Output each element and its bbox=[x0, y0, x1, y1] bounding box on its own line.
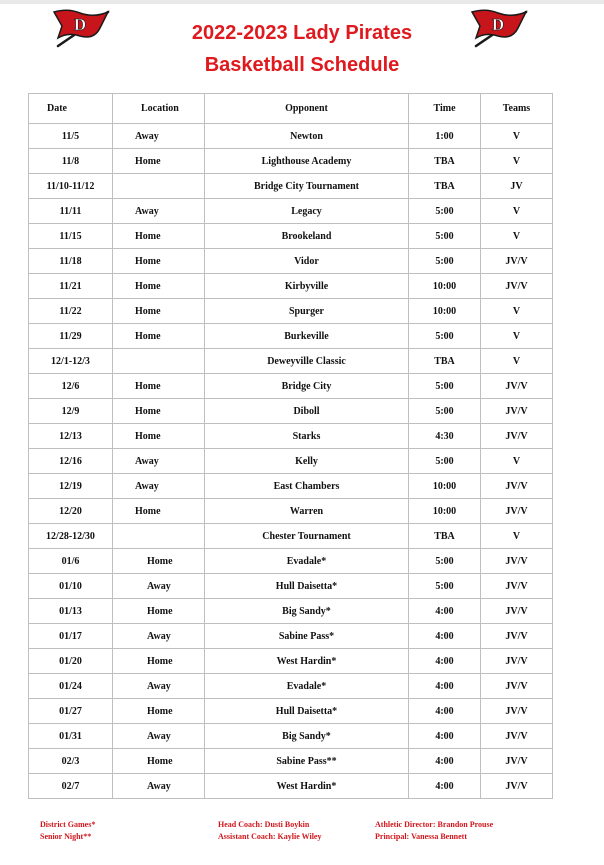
cell-location: Away bbox=[113, 574, 205, 599]
column-header-location: Location bbox=[113, 94, 205, 124]
cell-teams: JV/V bbox=[481, 249, 553, 274]
cell-opponent: Evadale* bbox=[205, 674, 409, 699]
cell-date: 11/18 bbox=[29, 249, 113, 274]
cell-teams: JV/V bbox=[481, 574, 553, 599]
cell-time: 10:00 bbox=[409, 474, 481, 499]
table-row bbox=[29, 624, 553, 649]
table-row bbox=[29, 199, 553, 224]
cell-date: 01/31 bbox=[29, 724, 113, 749]
cell-teams: V bbox=[481, 199, 553, 224]
table-row bbox=[29, 399, 553, 424]
cell-location: Home bbox=[113, 499, 205, 524]
cell-opponent: Big Sandy* bbox=[205, 724, 409, 749]
cell-location bbox=[113, 524, 205, 549]
cell-teams: JV/V bbox=[481, 274, 553, 299]
footer-athletic-director: Athletic Director: Brandon Prouse bbox=[375, 820, 494, 829]
cell-date: 02/3 bbox=[29, 749, 113, 774]
table-row bbox=[29, 674, 553, 699]
cell-date: 01/6 bbox=[29, 549, 113, 574]
table-row bbox=[29, 699, 553, 724]
cell-opponent: Legacy bbox=[205, 199, 409, 224]
table-row bbox=[29, 549, 553, 574]
cell-time: 4:00 bbox=[409, 624, 481, 649]
table-row bbox=[29, 249, 553, 274]
cell-opponent: Starks bbox=[205, 424, 409, 449]
cell-opponent: Kirbyville bbox=[205, 274, 409, 299]
logo-letter: D bbox=[73, 15, 87, 34]
cell-time: TBA bbox=[409, 524, 481, 549]
table-row bbox=[29, 774, 553, 799]
cell-date: 11/10-11/12 bbox=[29, 174, 113, 199]
table-row bbox=[29, 324, 553, 349]
cell-location bbox=[113, 349, 205, 374]
cell-opponent: Diboll bbox=[205, 399, 409, 424]
page-subtitle: Basketball Schedule bbox=[204, 54, 400, 76]
cell-time: 4:00 bbox=[409, 749, 481, 774]
cell-location: Home bbox=[113, 374, 205, 399]
cell-date: 01/17 bbox=[29, 624, 113, 649]
cell-time: 4:00 bbox=[409, 774, 481, 799]
cell-location: Away bbox=[113, 474, 205, 499]
table-row bbox=[29, 724, 553, 749]
cell-date: 02/7 bbox=[29, 774, 113, 799]
cell-opponent: West Hardin* bbox=[205, 649, 409, 674]
cell-time: 5:00 bbox=[409, 549, 481, 574]
cell-time: 4:00 bbox=[409, 599, 481, 624]
cell-opponent: Sabine Pass* bbox=[205, 624, 409, 649]
cell-opponent: Kelly bbox=[205, 449, 409, 474]
column-header-date: Date bbox=[29, 94, 113, 124]
cell-location: Home bbox=[113, 324, 205, 349]
cell-date: 01/10 bbox=[29, 574, 113, 599]
table-row bbox=[29, 574, 553, 599]
cell-date: 12/19 bbox=[29, 474, 113, 499]
cell-time: 5:00 bbox=[409, 574, 481, 599]
cell-date: 11/22 bbox=[29, 299, 113, 324]
cell-teams: JV/V bbox=[481, 699, 553, 724]
cell-time: 5:00 bbox=[409, 449, 481, 474]
cell-teams: V bbox=[481, 124, 553, 149]
cell-location: Home bbox=[113, 549, 205, 574]
footer-senior-night: Senior Night** bbox=[40, 832, 92, 841]
cell-teams: JV/V bbox=[481, 674, 553, 699]
cell-date: 12/28-12/30 bbox=[29, 524, 113, 549]
cell-date: 12/9 bbox=[29, 399, 113, 424]
cell-date: 11/11 bbox=[29, 199, 113, 224]
table-row bbox=[29, 174, 553, 199]
cell-teams: V bbox=[481, 299, 553, 324]
column-header-teams: Teams bbox=[481, 94, 553, 124]
cell-opponent: Spurger bbox=[205, 299, 409, 324]
cell-opponent: Vidor bbox=[205, 249, 409, 274]
cell-time: 4:30 bbox=[409, 424, 481, 449]
cell-date: 01/20 bbox=[29, 649, 113, 674]
table-row bbox=[29, 524, 553, 549]
cell-opponent: Hull Daisetta* bbox=[205, 699, 409, 724]
cell-date: 11/8 bbox=[29, 149, 113, 174]
cell-date: 12/6 bbox=[29, 374, 113, 399]
cell-date: 11/21 bbox=[29, 274, 113, 299]
cell-teams: JV/V bbox=[481, 724, 553, 749]
table-row bbox=[29, 749, 553, 774]
table-row bbox=[29, 124, 553, 149]
cell-time: 4:00 bbox=[409, 649, 481, 674]
cell-teams: JV/V bbox=[481, 649, 553, 674]
table-row bbox=[29, 274, 553, 299]
cell-time: 5:00 bbox=[409, 399, 481, 424]
cell-time: 5:00 bbox=[409, 374, 481, 399]
cell-opponent: Deweyville Classic bbox=[205, 349, 409, 374]
cell-date: 01/27 bbox=[29, 699, 113, 724]
cell-opponent: Lighthouse Academy bbox=[205, 149, 409, 174]
cell-opponent: Chester Tournament bbox=[205, 524, 409, 549]
cell-teams: JV/V bbox=[481, 599, 553, 624]
table-row bbox=[29, 299, 553, 324]
cell-time: 4:00 bbox=[409, 699, 481, 724]
cell-location: Away bbox=[113, 124, 205, 149]
cell-date: 01/24 bbox=[29, 674, 113, 699]
cell-teams: JV/V bbox=[481, 549, 553, 574]
table-row bbox=[29, 149, 553, 174]
cell-opponent: East Chambers bbox=[205, 474, 409, 499]
cell-location: Away bbox=[113, 449, 205, 474]
table-row bbox=[29, 474, 553, 499]
cell-date: 12/1-12/3 bbox=[29, 349, 113, 374]
cell-location: Home bbox=[113, 424, 205, 449]
cell-location bbox=[113, 174, 205, 199]
cell-teams: V bbox=[481, 449, 553, 474]
cell-time: 10:00 bbox=[409, 499, 481, 524]
footer-legend bbox=[40, 819, 95, 843]
cell-teams: JV/V bbox=[481, 474, 553, 499]
cell-location: Home bbox=[113, 249, 205, 274]
cell-opponent: West Hardin* bbox=[205, 774, 409, 799]
cell-teams: JV/V bbox=[481, 374, 553, 399]
cell-time: TBA bbox=[409, 174, 481, 199]
cell-teams: V bbox=[481, 524, 553, 549]
cell-location: Away bbox=[113, 199, 205, 224]
cell-teams: V bbox=[481, 349, 553, 374]
cell-opponent: Brookeland bbox=[205, 224, 409, 249]
footer-principal: Principal: Vanessa Bennett bbox=[375, 832, 468, 841]
cell-opponent: Hull Daisetta* bbox=[205, 574, 409, 599]
cell-location: Home bbox=[113, 699, 205, 724]
cell-location: Home bbox=[113, 399, 205, 424]
cell-location: Away bbox=[113, 774, 205, 799]
table-row bbox=[29, 649, 553, 674]
cell-teams: JV/V bbox=[481, 424, 553, 449]
cell-date: 11/5 bbox=[29, 124, 113, 149]
table-row bbox=[29, 224, 553, 249]
cell-opponent: Bridge City Tournament bbox=[205, 174, 409, 199]
cell-location: Home bbox=[113, 149, 205, 174]
cell-time: TBA bbox=[409, 349, 481, 374]
cell-teams: V bbox=[481, 324, 553, 349]
cell-location: Home bbox=[113, 224, 205, 249]
cell-date: 12/16 bbox=[29, 449, 113, 474]
schedule-table-body bbox=[29, 124, 553, 799]
cell-time: 10:00 bbox=[409, 299, 481, 324]
cell-opponent: Bridge City bbox=[205, 374, 409, 399]
table-row bbox=[29, 424, 553, 449]
cell-time: 5:00 bbox=[409, 224, 481, 249]
cell-time: 10:00 bbox=[409, 274, 481, 299]
cell-opponent: Burkeville bbox=[205, 324, 409, 349]
logo-letter: D bbox=[491, 15, 505, 34]
cell-date: 11/15 bbox=[29, 224, 113, 249]
table-row bbox=[29, 449, 553, 474]
cell-opponent: Sabine Pass** bbox=[205, 749, 409, 774]
table-row bbox=[29, 499, 553, 524]
footer-head-coach: Head Coach: Dusti Boykin bbox=[218, 820, 310, 829]
cell-location: Home bbox=[113, 749, 205, 774]
footer-coaches bbox=[218, 819, 321, 843]
table-header-row bbox=[29, 94, 553, 124]
column-header-opponent: Opponent bbox=[205, 94, 409, 124]
page-title: 2022-2023 Lady Pirates bbox=[191, 22, 413, 44]
cell-teams: JV/V bbox=[481, 749, 553, 774]
column-header-time: Time bbox=[409, 94, 481, 124]
cell-location: Home bbox=[113, 274, 205, 299]
cell-location: Away bbox=[113, 724, 205, 749]
cell-date: 01/13 bbox=[29, 599, 113, 624]
cell-time: 1:00 bbox=[409, 124, 481, 149]
cell-time: 5:00 bbox=[409, 324, 481, 349]
cell-time: 5:00 bbox=[409, 249, 481, 274]
footer-district-games: District Games* bbox=[40, 820, 96, 829]
schedule-table bbox=[28, 93, 553, 799]
cell-teams: JV/V bbox=[481, 399, 553, 424]
cell-date: 11/29 bbox=[29, 324, 113, 349]
cell-teams: JV/V bbox=[481, 774, 553, 799]
cell-opponent: Newton bbox=[205, 124, 409, 149]
cell-teams: JV/V bbox=[481, 499, 553, 524]
cell-location: Home bbox=[113, 599, 205, 624]
cell-location: Home bbox=[113, 649, 205, 674]
cell-teams: JV/V bbox=[481, 624, 553, 649]
cell-time: TBA bbox=[409, 149, 481, 174]
cell-opponent: Evadale* bbox=[205, 549, 409, 574]
footer-assistant-coach: Assistant Coach: Kaylie Wiley bbox=[218, 832, 322, 841]
cell-opponent: Warren bbox=[205, 499, 409, 524]
table-row bbox=[29, 349, 553, 374]
footer-administration bbox=[375, 819, 493, 843]
cell-time: 5:00 bbox=[409, 199, 481, 224]
cell-time: 4:00 bbox=[409, 674, 481, 699]
cell-location: Away bbox=[113, 674, 205, 699]
cell-time: 4:00 bbox=[409, 724, 481, 749]
window-top-strip bbox=[0, 0, 604, 4]
cell-date: 12/13 bbox=[29, 424, 113, 449]
cell-location: Away bbox=[113, 624, 205, 649]
table-row bbox=[29, 374, 553, 399]
cell-teams: JV bbox=[481, 174, 553, 199]
cell-teams: V bbox=[481, 224, 553, 249]
cell-location: Home bbox=[113, 299, 205, 324]
cell-teams: V bbox=[481, 149, 553, 174]
cell-opponent: Big Sandy* bbox=[205, 599, 409, 624]
cell-date: 12/20 bbox=[29, 499, 113, 524]
table-row bbox=[29, 599, 553, 624]
